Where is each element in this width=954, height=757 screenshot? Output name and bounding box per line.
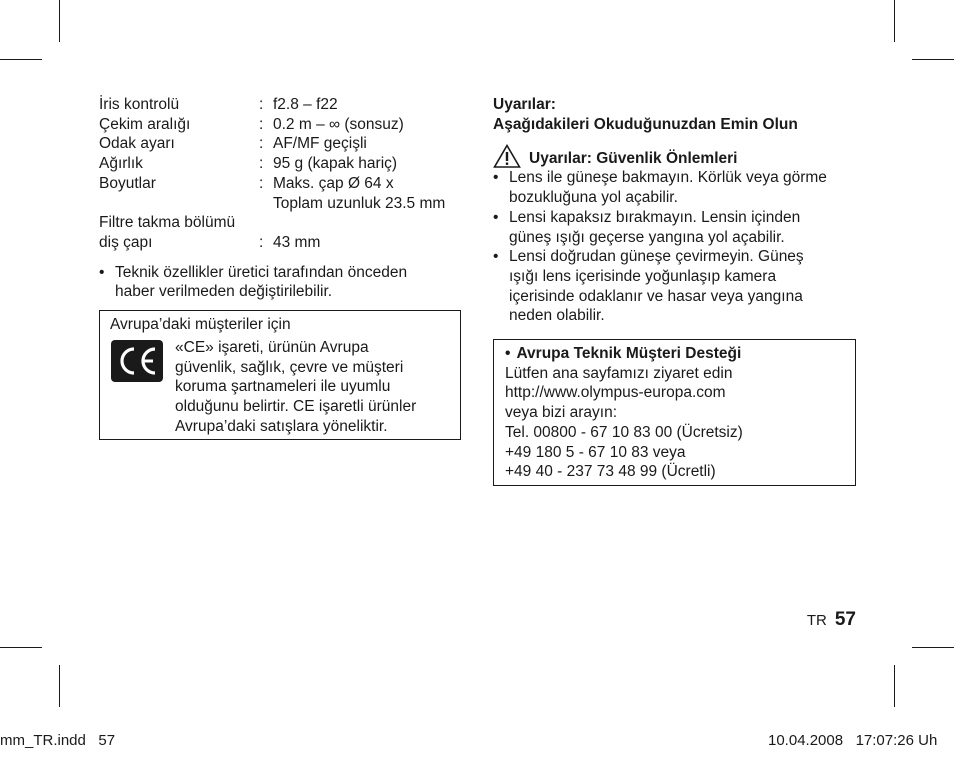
spec-row — [99, 95, 461, 115]
crop-mark — [912, 647, 954, 648]
spec-note: • Teknik özellikler üretici tarafından önceden haber verilmeden değiştirilebilir. — [99, 263, 408, 301]
support-box — [493, 339, 856, 486]
ce-mark-icon — [111, 340, 163, 382]
bullet-icon: • — [99, 263, 105, 281]
support-phone: Tel. 00800 - 67 10 83 00 (Ücretsiz) — [505, 423, 743, 441]
spec-row-filter — [99, 213, 461, 233]
warnings-subheading: Aşağıdakileri Okuduğunuzdan Emin Olun — [493, 115, 798, 133]
warning-item: • Lens ile güneşe bakmayın. Körlük veya görme bozukluğuna yol açabilir. — [493, 169, 827, 207]
support-line: Lütfen ana sayfamızı ziyaret edin — [505, 364, 733, 382]
spec-colon: : — [259, 96, 264, 113]
spec-row — [99, 154, 461, 174]
support-line: veya bizi arayın: — [505, 404, 617, 422]
spec-row — [99, 115, 461, 135]
warning-triangle-icon — [493, 144, 521, 168]
crop-mark — [59, 665, 60, 707]
page-number — [807, 610, 856, 631]
page-language: TR — [806, 612, 827, 629]
page-number-value: 57 — [834, 609, 856, 630]
warning-item: • Lensi kapaksız bırakmayın. Lensin içinden güneş ışığı geçerse yangına yol açabilir. — [493, 208, 801, 246]
bullet-icon: • — [505, 345, 511, 362]
crop-mark — [912, 59, 954, 60]
ce-box-title: Avrupa’daki müşteriler için — [110, 316, 291, 333]
spec-label: Çekim aralığı — [99, 115, 191, 133]
slug-datetime: 10.04.2008 17:07:26 Uh — [768, 732, 938, 749]
bullet-icon: • — [493, 169, 499, 187]
spec-value: 95 g (kapak hariç) — [273, 155, 398, 173]
bullet-icon: • — [493, 248, 499, 266]
bullet-icon: • — [493, 208, 499, 226]
spec-value: 43 mm — [273, 233, 321, 251]
support-title: • Avrupa Teknik Müşteri Desteği — [505, 345, 742, 362]
crop-mark — [0, 59, 42, 60]
warning-item: • Lensi doğrudan güneşe çevirmeyin. Güneş ışığı lens içerisinde yoğunlaşıp kamera içerisinde odaklanır ve hasar veya yangına neden olabilir. — [493, 248, 804, 325]
slug-filename: mm_TR.indd 57 — [0, 732, 116, 749]
spec-row — [99, 174, 461, 213]
spec-colon: : — [259, 174, 264, 192]
spec-colon: : — [259, 115, 264, 133]
support-phone: +49 180 5 - 67 10 83 veya — [505, 443, 686, 461]
spec-value: f2.8 – f22 — [273, 96, 338, 113]
warnings-heading: Uyarılar: — [493, 96, 556, 113]
spec-colon: : — [259, 155, 264, 173]
spec-value: Maks. çap Ø 64 x Toplam uzunluk 23.5 mm — [273, 174, 446, 212]
spec-label: diş çapı — [99, 233, 153, 251]
crop-mark — [894, 0, 895, 42]
specifications — [99, 95, 461, 302]
spec-label: İris kontrolü — [99, 96, 180, 113]
spec-label: Ağırlık — [99, 155, 143, 173]
ce-description: «CE» işareti, ürünün Avrupa güvenlik, sağlık, çevre ve müşteri koruma şartnameleri ile uyumlu olduğunu belirtir. CE işaretli ürünler Avrupa’daki satışlara yöneliktir. — [175, 339, 417, 435]
warnings-section — [493, 95, 858, 326]
spec-value: 0.2 m – ∞ (sonsuz) — [273, 115, 404, 133]
spec-colon: : — [259, 233, 264, 251]
spec-label: Filtre takma bölümü — [99, 214, 236, 232]
ce-notice-box — [99, 310, 461, 440]
spec-label: Boyutlar — [99, 174, 156, 192]
support-phone: +49 40 - 237 73 48 99 (Ücretli) — [505, 463, 716, 481]
spec-row — [99, 134, 461, 154]
spec-label: Odak ayarı — [99, 135, 175, 153]
crop-mark — [0, 647, 42, 648]
spec-value: AF/MF geçişli — [273, 135, 367, 153]
spec-colon: : — [259, 135, 264, 153]
crop-mark — [894, 665, 895, 707]
crop-mark — [59, 0, 60, 42]
spec-row-filter — [99, 233, 461, 253]
support-url[interactable]: http://www.olympus-europa.com — [505, 384, 726, 402]
safety-title: Uyarılar: Güvenlik Önlemleri — [529, 149, 738, 167]
safety-heading — [493, 144, 858, 168]
